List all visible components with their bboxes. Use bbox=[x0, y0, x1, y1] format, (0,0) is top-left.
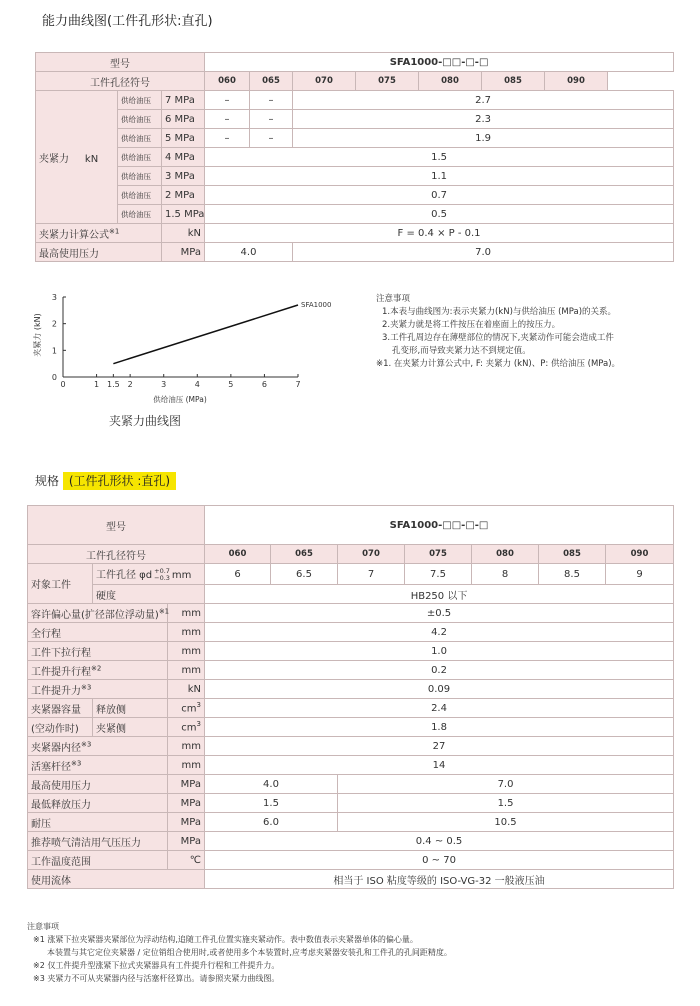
split-unit: MPa bbox=[168, 813, 205, 832]
y-axis-label: 夹紧力 (kN) bbox=[33, 313, 42, 357]
note: ※2 仅工件提升型涨紧下拉式夹紧器具有工件提升行程和工件提升力。 bbox=[33, 961, 280, 970]
spec-label: 容许偏心量(扩径部位浮动量)$^{※1}$ bbox=[28, 604, 168, 623]
spec-label: 工件提升力$^{※3}$ bbox=[28, 680, 168, 699]
clamp-force-label: 夹紧力 kN bbox=[36, 91, 118, 224]
dia-value: 6 bbox=[205, 564, 271, 585]
notes1 bbox=[376, 293, 676, 371]
pressure-cell: 7 MPa bbox=[162, 91, 205, 110]
split-unit: MPa bbox=[168, 794, 205, 813]
code-cell: 065 bbox=[250, 72, 293, 91]
y-tick-label: 3 bbox=[51, 293, 57, 302]
model-value: SFA1000-□□-□-□ bbox=[205, 506, 674, 545]
dia-value: 7 bbox=[338, 564, 405, 585]
capacity-release-label: 释放侧 bbox=[93, 699, 168, 718]
notes2 bbox=[27, 920, 687, 985]
chart-caption: 夹紧力曲线图 bbox=[108, 414, 182, 428]
supply-label: 供给油压 bbox=[118, 167, 162, 186]
spec-unit: mm bbox=[168, 604, 205, 623]
note: ※3 夹紧力不可从夹紧器内径与活塞杆径算出。请参照夹紧力曲线图。 bbox=[33, 974, 280, 983]
capacity-release-value: 2.4 bbox=[205, 699, 674, 718]
capacity-label-2: (空动作时) bbox=[28, 718, 93, 737]
series-label: SFA1000 bbox=[301, 301, 332, 309]
max-pressure-label: 最高使用压力 bbox=[36, 243, 162, 262]
split-value-a: 4.0 bbox=[205, 775, 338, 794]
force-value: 2.7 bbox=[293, 91, 674, 110]
cell: – bbox=[250, 91, 293, 110]
clamp-force-chart bbox=[30, 285, 350, 435]
model-label: 型号 bbox=[28, 506, 205, 545]
y-tick-label: 0 bbox=[51, 373, 57, 382]
note: 本装置与其它定位夹紧器 / 定位销组合使用时,或者使用多个本装置时,应考虑夹紧器安装孔和工件孔的孔间距精度。 bbox=[47, 948, 452, 957]
dia-value: 6.5 bbox=[271, 564, 338, 585]
spec-unit: mm bbox=[168, 623, 205, 642]
dia-value: 9 bbox=[606, 564, 674, 585]
split-label: 最高使用压力 bbox=[28, 775, 168, 794]
force-value: 2.3 bbox=[293, 110, 674, 129]
hole-code-label: 工件孔径符号 bbox=[28, 545, 205, 564]
code-cell: 090 bbox=[545, 72, 608, 91]
note: 2.夹紧力就是将工件按压在着座面上的按压力。 bbox=[382, 320, 561, 330]
supply-label: 供给油压 bbox=[118, 110, 162, 129]
spec-unit: mm bbox=[168, 642, 205, 661]
spec-label: 工件提升行程$^{※2}$ bbox=[28, 661, 168, 680]
x-tick-label: 3 bbox=[161, 380, 167, 389]
code-cell: 065 bbox=[271, 545, 338, 564]
split-unit: MPa bbox=[168, 775, 205, 794]
hardness-value: HB250 以下 bbox=[205, 585, 674, 604]
dia-label: 工件孔径 φd +0.7 −0.3 mm bbox=[93, 564, 205, 585]
x-tick-label: 4 bbox=[194, 380, 200, 389]
force-value: 0.7 bbox=[205, 186, 674, 205]
note: ※1. 在夹紧力计算公式中, F: 夹紧力 (kN)、P: 供给油压 (MPa)。 bbox=[376, 359, 621, 369]
capacity-unit: $cm^3$ bbox=[168, 718, 205, 737]
x-tick-label: 0 bbox=[60, 380, 66, 389]
pressure-cell: 4 MPa bbox=[162, 148, 205, 167]
code-cell: 070 bbox=[338, 545, 405, 564]
supply-label: 供给油压 bbox=[118, 186, 162, 205]
split-value-b: 10.5 bbox=[338, 813, 674, 832]
dia-value: 7.5 bbox=[405, 564, 472, 585]
code-cell: 075 bbox=[356, 72, 419, 91]
formula-label: 夹紧力计算公式$^{※1}$ bbox=[36, 224, 162, 243]
code-cell: 075 bbox=[405, 545, 472, 564]
supply-label: 供给油压 bbox=[118, 129, 162, 148]
max-pressure-b: 7.0 bbox=[293, 243, 674, 262]
supply-label: 供给油压 bbox=[118, 148, 162, 167]
pressure-cell: 6 MPa bbox=[162, 110, 205, 129]
x-tick-label: 6 bbox=[261, 380, 267, 389]
spec-value: 4.2 bbox=[205, 623, 674, 642]
split-value-a: 6.0 bbox=[205, 813, 338, 832]
bore-value: 27 bbox=[205, 737, 674, 756]
capacity-clamp-label: 夹紧侧 bbox=[93, 718, 168, 737]
split-value-b: 7.0 bbox=[338, 775, 674, 794]
force-value: 1.5 bbox=[205, 148, 674, 167]
code-cell: 060 bbox=[205, 545, 271, 564]
capacity-clamp-value: 1.8 bbox=[205, 718, 674, 737]
capacity-unit: $cm^3$ bbox=[168, 699, 205, 718]
dia-value: 8 bbox=[472, 564, 539, 585]
x-tick-label: 1 bbox=[94, 380, 100, 389]
section1-title: 能力曲线图(工件孔形状:直孔) bbox=[42, 14, 213, 29]
note: 孔变形,而导致夹紧力达不到规定值。 bbox=[392, 346, 531, 356]
clamp-force-table bbox=[35, 52, 674, 262]
spec-value: 0.09 bbox=[205, 680, 674, 699]
cell: – bbox=[205, 110, 250, 129]
spec-label: 全行程 bbox=[28, 623, 168, 642]
cell: – bbox=[250, 129, 293, 148]
x-tick-label: 2 bbox=[127, 380, 133, 389]
supply-label: 供给油压 bbox=[118, 205, 162, 224]
temp-label: 工作温度范围 bbox=[28, 851, 168, 870]
temp-value: 0 ~ 70 bbox=[205, 851, 674, 870]
rod-label: 活塞杆径$^{※3}$ bbox=[28, 756, 168, 775]
code-cell: 090 bbox=[606, 545, 674, 564]
pressure-cell: 5 MPa bbox=[162, 129, 205, 148]
x-tick-label: 1.5 bbox=[106, 380, 120, 389]
formula-value: F = 0.4 × P - 0.1 bbox=[205, 224, 674, 243]
pressure-cell: 2 MPa bbox=[162, 186, 205, 205]
dia-value: 8.5 bbox=[539, 564, 606, 585]
spec-value: ±0.5 bbox=[205, 604, 674, 623]
cell: – bbox=[205, 129, 250, 148]
fluid-label: 使用流体 bbox=[28, 870, 205, 889]
cell: – bbox=[205, 91, 250, 110]
x-tick-label: 5 bbox=[228, 380, 234, 389]
section2-highlight: (工件孔形状 :直孔) bbox=[63, 472, 176, 490]
model-label: 型号 bbox=[36, 53, 205, 72]
notes2-title: 注意事项 bbox=[27, 922, 59, 931]
split-label: 耐压 bbox=[28, 813, 168, 832]
cell: – bbox=[250, 110, 293, 129]
air-label: 推荐喷气清洁用气压压力 bbox=[28, 832, 168, 851]
formula-unit: kN bbox=[162, 224, 205, 243]
code-cell: 085 bbox=[539, 545, 606, 564]
spec-value: 1.0 bbox=[205, 642, 674, 661]
x-axis-label: 供给油压 (MPa) bbox=[153, 395, 207, 404]
code-cell: 085 bbox=[482, 72, 545, 91]
code-cell: 080 bbox=[472, 545, 539, 564]
supply-label: 供给油压 bbox=[118, 91, 162, 110]
hole-code-label: 工件孔径符号 bbox=[36, 72, 205, 91]
code-cell: 080 bbox=[419, 72, 482, 91]
section2-title: 规格 (工件孔形状 :直孔) bbox=[35, 472, 176, 489]
fluid-value: 相当于 ISO 粘度等级的 ISO-VG-32 一般液压油 bbox=[205, 870, 674, 889]
series-line-sfa1000 bbox=[113, 305, 298, 364]
rod-unit: mm bbox=[168, 756, 205, 775]
code-cell: 070 bbox=[293, 72, 356, 91]
force-value: 0.5 bbox=[205, 205, 674, 224]
air-value: 0.4 ~ 0.5 bbox=[205, 832, 674, 851]
temp-unit: ℃ bbox=[168, 851, 205, 870]
max-pressure-unit: MPa bbox=[162, 243, 205, 262]
bore-unit: mm bbox=[168, 737, 205, 756]
hardness-label: 硬度 bbox=[93, 585, 205, 604]
max-pressure-a: 4.0 bbox=[205, 243, 293, 262]
bore-label: 夹紧器内径$^{※3}$ bbox=[28, 737, 168, 756]
pressure-cell: 3 MPa bbox=[162, 167, 205, 186]
note: ※1 涨紧下拉夹紧器夹紧部位为浮动结构,追随工件孔位置实施夹紧动作。表中数值表示夹紧器单体的偏心量。 bbox=[33, 935, 418, 944]
split-value-a: 1.5 bbox=[205, 794, 338, 813]
capacity-label: 夹紧器容量 bbox=[28, 699, 93, 718]
x-tick-label: 7 bbox=[295, 380, 301, 389]
force-value: 1.1 bbox=[205, 167, 674, 186]
split-value-b: 1.5 bbox=[338, 794, 674, 813]
spec-table bbox=[27, 505, 674, 889]
y-tick-label: 2 bbox=[51, 319, 57, 329]
air-unit: MPa bbox=[168, 832, 205, 851]
spec-unit: mm bbox=[168, 661, 205, 680]
spec-value: 0.2 bbox=[205, 661, 674, 680]
note: 3.工件孔周边存在薄壁部位的情况下,夹紧动作可能会造成工件 bbox=[382, 333, 614, 343]
note: 1.本表与曲线图为:表示夹紧力(kN)与供给油压 (MPa)的关系。 bbox=[382, 307, 617, 317]
spec-unit: kN bbox=[168, 680, 205, 699]
y-tick-label: 1 bbox=[51, 346, 57, 356]
model-value: SFA1000-□□-□-□ bbox=[205, 53, 674, 72]
rod-value: 14 bbox=[205, 756, 674, 775]
pressure-cell: 1.5 MPa bbox=[162, 205, 205, 224]
notes1-title: 注意事项 bbox=[376, 294, 411, 304]
code-cell: 060 bbox=[205, 72, 250, 91]
force-value: 1.9 bbox=[293, 129, 674, 148]
work-label: 对象工件 bbox=[28, 564, 93, 604]
split-label: 最低释放压力 bbox=[28, 794, 168, 813]
spec-label: 工件下拉行程 bbox=[28, 642, 168, 661]
